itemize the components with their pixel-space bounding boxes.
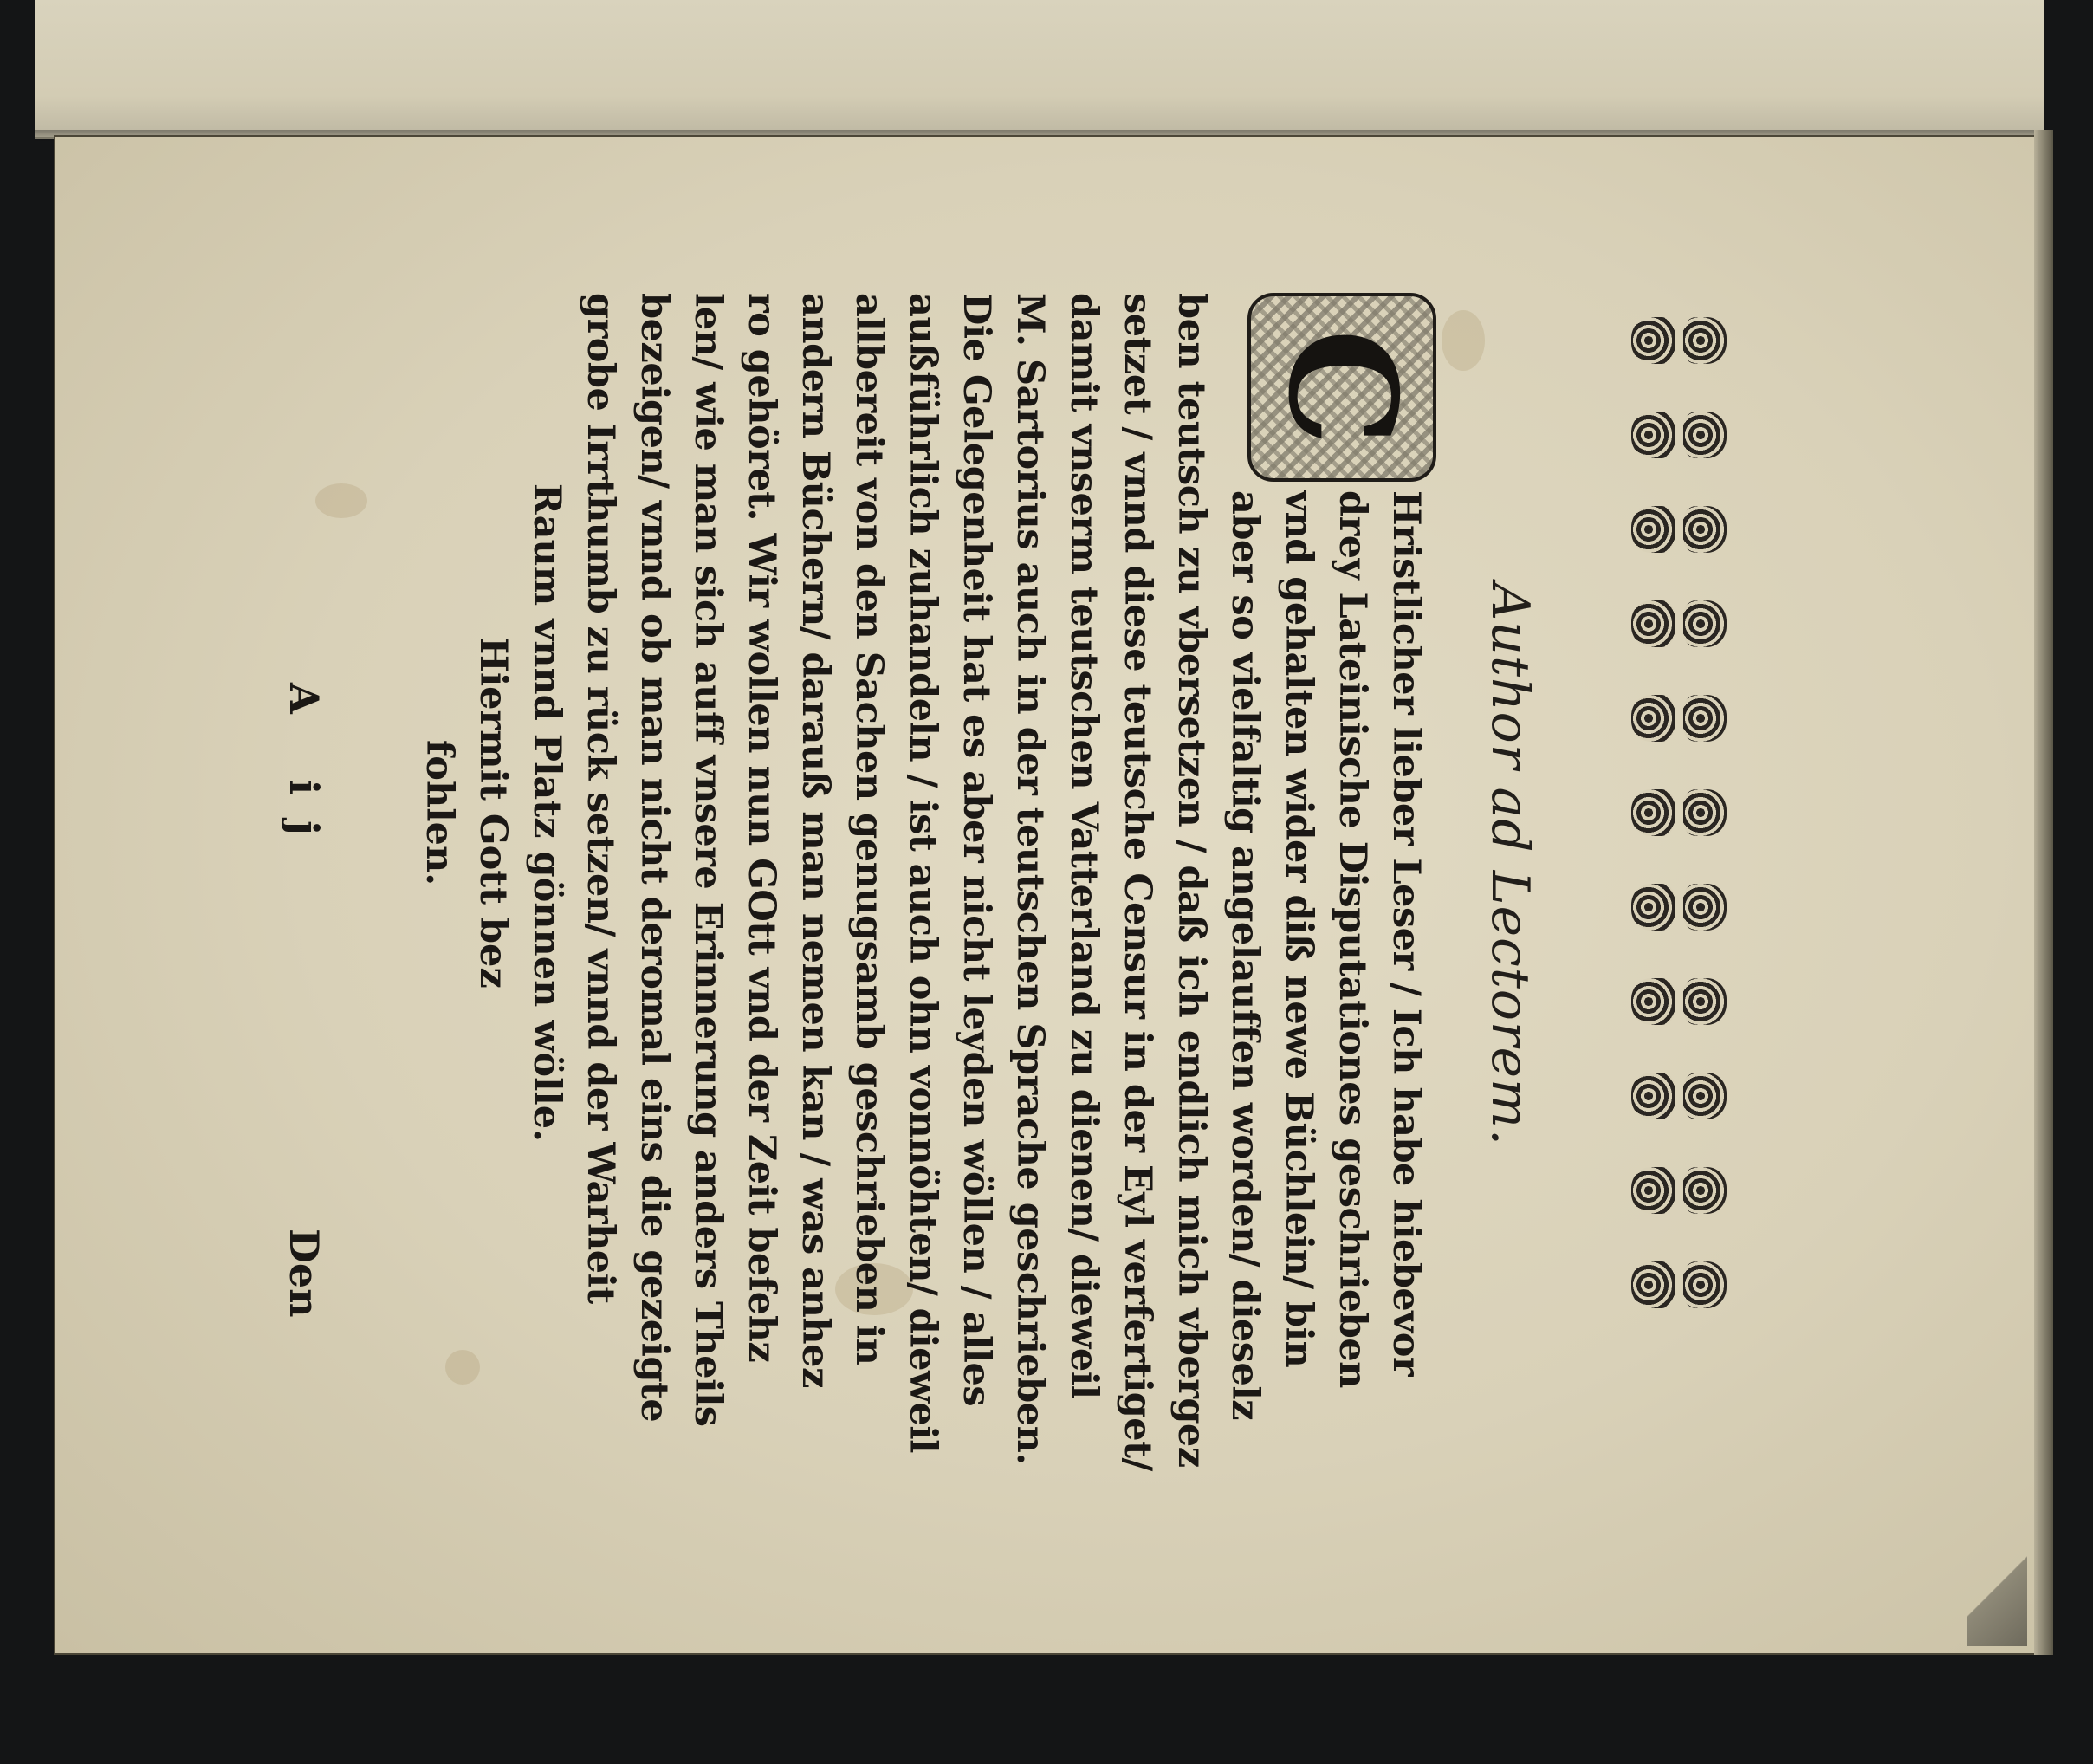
closing-line: Raum vnnd Platz gönnen wölle. (525, 483, 568, 1143)
fleuron-icon (1631, 688, 1727, 749)
fleuron-icon (1631, 1160, 1727, 1221)
body-line: andern Büchern/ darauß man nemen kan / was anhez (794, 293, 837, 1388)
initial-letter: C (1251, 296, 1433, 478)
closing-line: Hiermit Gott bez (471, 637, 515, 989)
body-line: vnd gehalten wider diß newe Büchlein/ bin (1277, 490, 1320, 1368)
fleuron-icon (1631, 782, 1727, 843)
signature-mark: A ij (281, 683, 327, 861)
page-heading: Author ad Lectorem. (1480, 582, 1540, 1147)
decorated-initial (1247, 293, 1436, 482)
fleuron-icon (1631, 971, 1727, 1032)
body-line: Die Gelegenheit hat es aber nicht leyden wöllen / alles (955, 293, 998, 1407)
fleuron-icon (1631, 593, 1727, 654)
body-line: grobe Irrthumb zu rück setzen/ vnnd der Warheit (579, 293, 622, 1304)
ornamental-border (1627, 310, 1731, 1315)
fleuron-icon (1631, 1255, 1727, 1315)
body-line: setzet / vnnd diese teutsche Censur in der Eyl verfertiget/ (1116, 293, 1159, 1471)
fleuron-icon (1631, 499, 1727, 560)
body-line: aber so vielfaltig angelauffen worden/ dieselz (1223, 490, 1267, 1421)
closing-line: fohlen. (418, 739, 461, 886)
body-line: allbereit von den Sachen genugsamb geschrieben in (847, 293, 891, 1365)
previous-page-edge (35, 0, 2044, 139)
torn-corner (1967, 1542, 2027, 1646)
body-line: drey Lateinische Disputationes geschrieben (1331, 490, 1374, 1388)
page-fore-edge (2034, 130, 2053, 1655)
catchword: Den (281, 1229, 327, 1318)
body-line: Hristlicher lieber Leser / Ich habe hiebevor (1384, 490, 1428, 1377)
body-line: M. Sartorius auch in der teutschen Sprache geschrieben. (1008, 293, 1052, 1465)
body-line: ben teutsch zu vbersetzen / daß ich endlich mich vbergez (1170, 293, 1213, 1468)
rotated-text-block (7, 276, 1740, 1506)
fleuron-icon (1631, 310, 1727, 371)
body-line: außführlich zuhandeln / ist auch ohn vonnöhten/ dieweil (901, 293, 944, 1453)
body-line: len/ wie man sich auff vnsere Erinnerung anders Theils (686, 293, 729, 1427)
fleuron-icon (1631, 877, 1727, 937)
body-line: damit vnserm teutschen Vatterland zu dienen/ dieweil (1062, 293, 1105, 1399)
body-line: ro gehöret. Wir wollen nun GOtt vnd der Zeit befehz (740, 293, 783, 1363)
fleuron-icon (1631, 1066, 1727, 1126)
body-line: bezeigen/ vnnd ob man nicht deromal eins die gezeigte (632, 293, 676, 1423)
fleuron-icon (1631, 405, 1727, 465)
